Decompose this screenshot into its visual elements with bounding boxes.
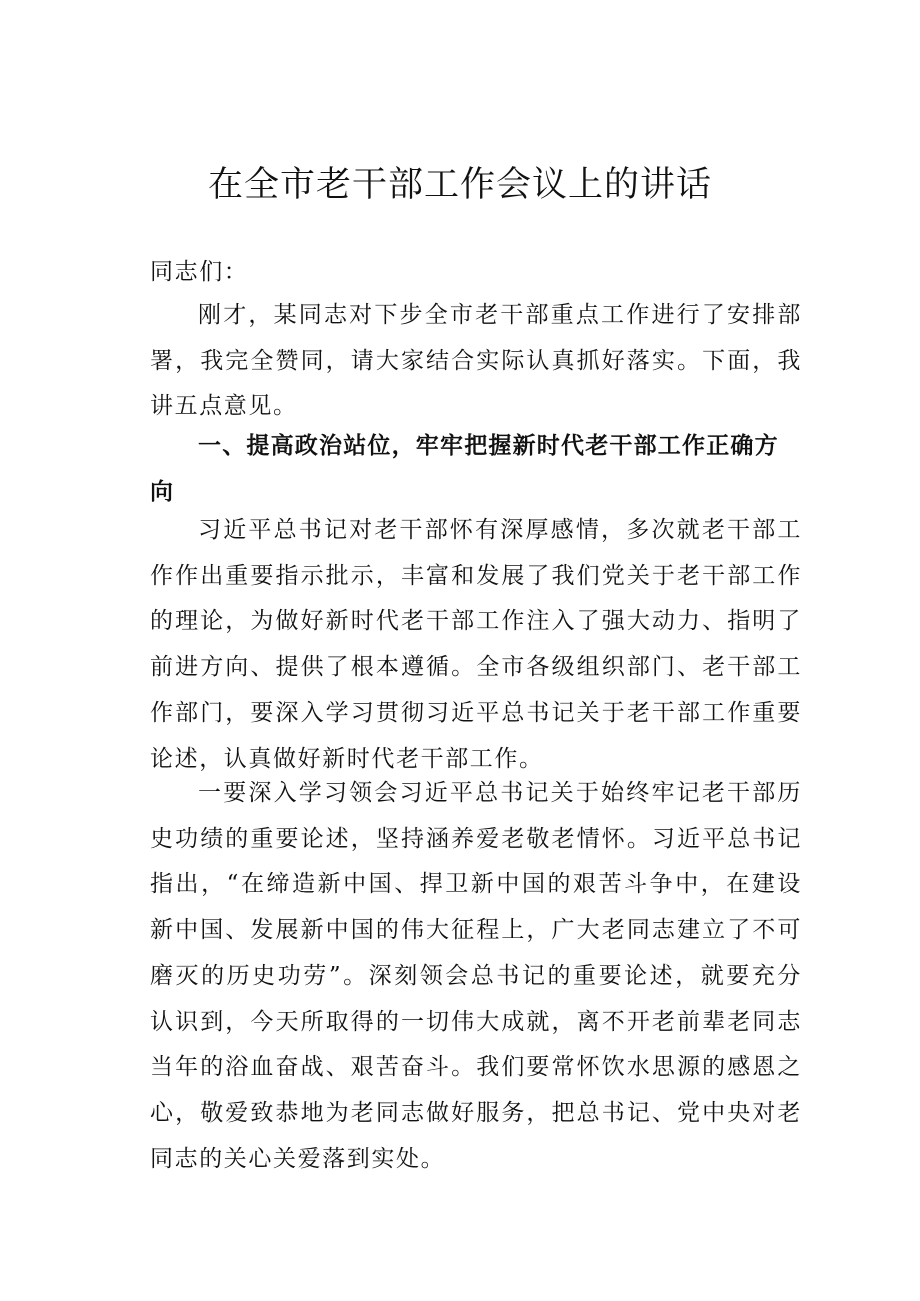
paragraph-section1-point1: 一要深入学习领会习近平总书记关于始终牢记老干部历史功绩的重要论述，坚持涵养爱老敬老情怀。习近平总书记指出，“在缔造新中国、捍卫新中国的艰苦斗争中，在建设新中国、发展新中国的伟大征程上，广大老同志建立了不可磨灭的历史功劳”。深刻领会总书记的重要论述，就要充分认识到，今天所取得的一切伟大成就，离不开老前辈老同志当年的浴血奋战、艰苦奋斗。我们要常怀饮水思源的感恩之心，敬爱致恭地为老同志做好服务，把总书记、党中央对老同志的关心关爱落到实处。 [150,780,802,1172]
section-heading-1: 一、提高政治站位，牢牢把握新时代老干部工作正确方向 [150,433,779,505]
document-title: 在全市老干部工作会议上的讲话 [207,165,712,205]
salutation: 同志们： [150,259,249,285]
paragraph-section1-body: 习近平总书记对老干部怀有深厚感情，多次就老干部工作作出重要指示批示，丰富和发展了我们党关于老干部工作的理论，为做好新时代老干部工作注入了强大动力、指明了前进方向、提供了根本遵循。全市各级组织部门、老干部工作部门，要深入学习贯彻习近平总书记关于老干部工作重要论述，认真做好新时代老干部工作。 [150,517,802,772]
paragraph-intro: 刚才，某同志对下步全市老干部重点工作进行了安排部署，我完全赞同，请大家结合实际认真抓好落实。下面，我讲五点意见。 [150,302,802,420]
